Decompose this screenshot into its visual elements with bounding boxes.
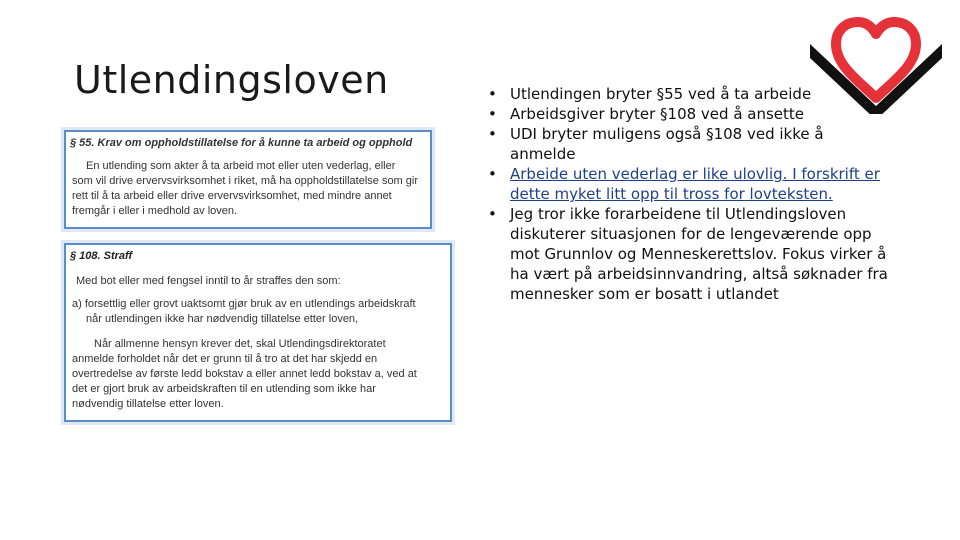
law108-heading: § 108. Straff [70,250,133,262]
bullet-list [478,84,888,304]
bullet-item: • Jeg tror ikke forarbeidene til Utlendingsloven diskuterer situasjonen for de lengeværende opp mot Grunnlov og Menneskerettslov. Fokus virker å ha vært på arbeidsinnvandring, altså søknader fra mennesker som er bosatt i utlandet [478,204,888,304]
bullet-item-link[interactable] [478,164,888,204]
bullet-item: • Arbeidsgiver bryter §108 ved å ansette [478,104,888,124]
law108-line: nødvendig tillatelse etter loven. [72,398,224,410]
law108-line: Når allmenne hensyn krever det, skal Utlendingsdirektoratet [94,338,386,350]
law108-intro: Med bot eller med fengsel inntil to år straffes den som: [76,275,341,287]
law-excerpt-108 [64,243,452,422]
law108-line: a) forsettlig eller grovt uaktsomt gjør bruk av en utlendings arbeidskraft [72,298,416,310]
law55-line: som vil drive ervervsvirksomhet i riket, må ha oppholdstillatelse som gir [72,175,419,187]
law55-line: rett til å ta arbeid eller drive ervervsvirksomhet, med mindre annet [72,190,392,202]
law55-text [66,151,430,219]
law55-heading: § 55. Krav om oppholdstillatelse for å kunne ta arbeid og opphold [70,137,413,149]
law108-line: anmelde forholdet når det er grunn til å tro at det har skjedd en [72,353,378,365]
law55-line: fremgår i eller i medhold av loven. [72,205,238,217]
law108-line: det er gjort bruk av arbeidskraften til en utlending som ikke har [72,383,376,395]
bullet-item: • Utlendingen bryter §55 ved å ta arbeide [478,84,888,104]
law108-paragraph [66,327,450,412]
law108-line: overtredelse av første ledd bokstav a eller annet ledd bokstav a, ved at [72,368,417,380]
law-excerpt-55 [64,130,432,229]
bullet-item: • UDI bryter muligens også §108 ved ikke å anmelde [478,124,888,164]
slide-title: Utlendingsloven [74,58,389,102]
law108-item-a [66,289,450,327]
law108-line: når utlendingen ikke har nødvendig tillatelse etter loven, [86,313,359,325]
hyperlink-text[interactable]: Arbeide uten vederlag er like ulovlig. I forskrift er dette myket litt opp til tross for lovteksten. [510,165,880,203]
law55-line: En utlending som akter å ta arbeid mot eller uten vederlag, eller [86,160,396,172]
